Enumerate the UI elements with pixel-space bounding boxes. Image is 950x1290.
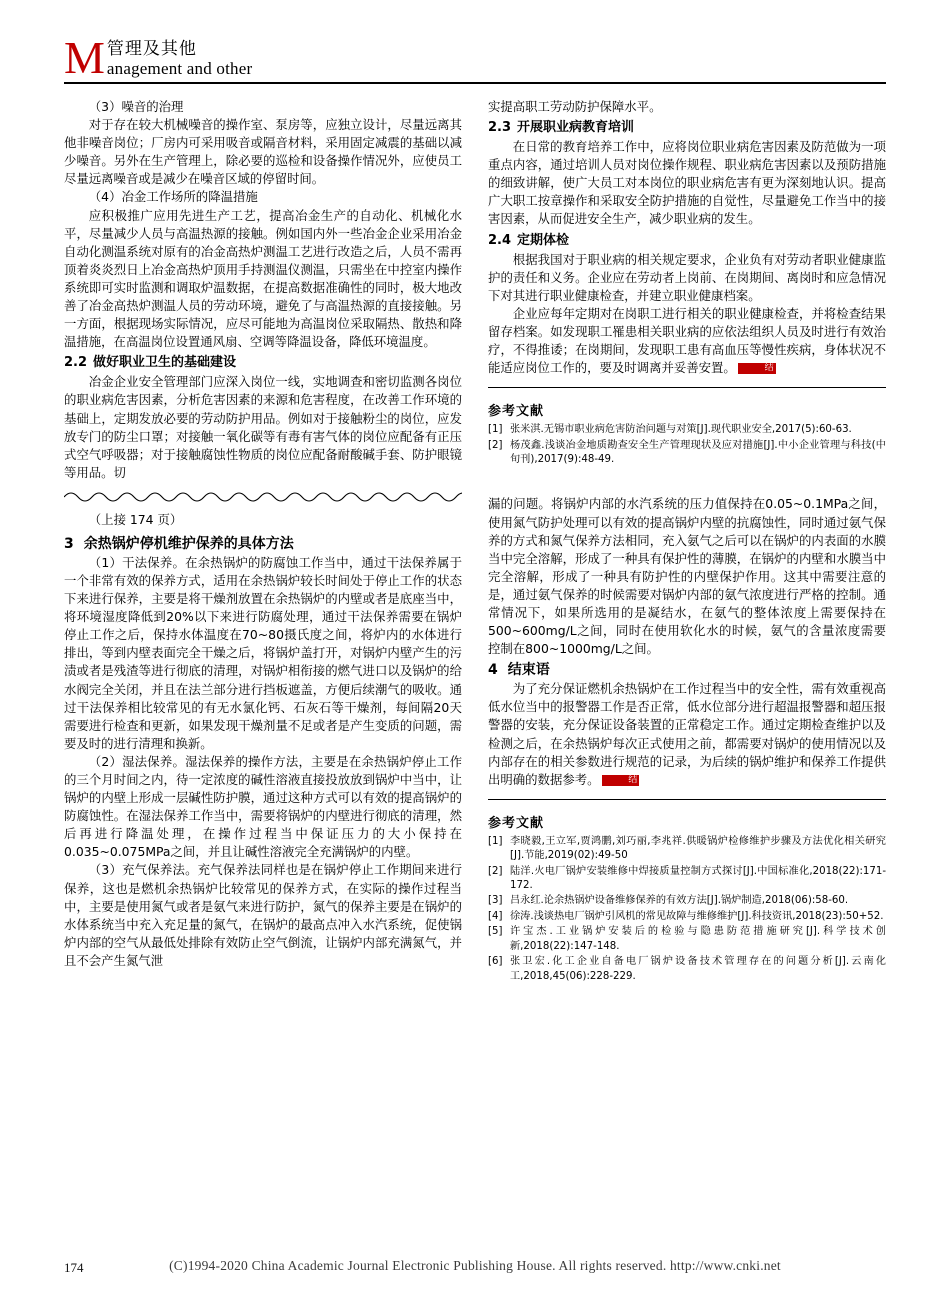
- reference-rule: [488, 799, 886, 800]
- paragraph: 冶金企业安全管理部门应深入岗位一线，实地调查和密切监测各岗位的职业病危害因素，分析危害因素的来源和危害程度，在改善工作环境的基础上，定期发放必要的劳动防护用品。例如对于接触粉尘的岗位，应发放专门的防尘口罩；对接触一氧化碳等有毒有害气体的岗位应配备有正压式空气呼吸器；对于接触腐蚀性物质的岗位应配备耐酸碱手套、防护眼镜等用品。切: [64, 374, 462, 480]
- reference-heading: 参考文献: [488, 404, 545, 420]
- paragraph: 根据我国对于职业病的相关规定要求，企业负有对劳动者职业健康监护的责任和义务。企业应在劳动者上岗前、在岗期间、离岗时和应急情况下对其进行职业健康检查，并建立职业健康档案。: [488, 251, 886, 303]
- reference-number: [2]: [488, 865, 503, 877]
- reference-text: 李晓毅,王立军,贾鸿鹏,刘巧丽,李兆祥.供暖锅炉检修维护步骤及方法优化相关研究[J].节能,2019(02):49-50: [510, 835, 886, 862]
- reference-number: [3]: [488, 895, 503, 907]
- paragraph: （3）噪音的治理: [88, 99, 184, 114]
- section-heading-3: [64, 534, 462, 554]
- header-title-cn: 管理及其他: [106, 39, 197, 59]
- reference-number: [6]: [488, 956, 503, 968]
- two-column-body: [64, 98, 886, 985]
- page-number: 174: [64, 1260, 84, 1275]
- reference-item: [488, 865, 886, 894]
- section-heading-2-4: [488, 231, 886, 251]
- header-title-en: anagement and other: [106, 59, 253, 78]
- section-title: 做好职业卫生的基础建设: [93, 355, 237, 371]
- reference-rule: [488, 387, 886, 388]
- section-number: 4: [488, 662, 498, 679]
- paragraph: [488, 680, 886, 789]
- paragraph: 漏的问题。将锅炉内部的水汽系统的压力值保持在0.05~0.1MPa之间，使用氮气防护处理可以有效的提高锅炉内壁的抗腐蚀性，同时通过氨气保养的方式和氮气保养方法相同，充入氨气之后可以在锅炉的内表面的水膜当中完全溶解，形成了一种具有保护性的薄膜，在锅炉的内壁和水膜当中完全溶解，形成了一种具有防护性的内壁保护作用。这其中需要注意的是，通过氨气保养的时候需要对锅炉内部的氨气浓度进行严格的控制。通常情况下，如果所选用的是凝结水，在氨气的整体浓度上需要保持在500~600mg/L之间，同时在使用软化水的时候，氨气的含量浓度需要控制在800~1000mg/L之间。: [488, 496, 886, 657]
- section-number: 2.2: [64, 355, 88, 371]
- continued-from-note: （上接 174 页）: [88, 511, 183, 527]
- section-title: 结束语: [507, 662, 550, 679]
- paragraph: （1）干法保养。在余热锅炉的防腐蚀工作当中，通过干法保养属于一个非常有效的保养方式，适用在余热锅炉较长时间处于停止工作的状态下来进行保养，主要是将干燥剂放置在余热锅炉的内壁或者是底座当中，将环境湿度降低到20%以下来进行防腐处理，通过干法保养需要在锅炉停止工作之后，保持水体温度在70~80摄氏度之间，将炉内的水体进行排出，等到内壁表面完全干燥之后，将锅炉盖打开，对锅炉内壁产生的污渍或者是残渣等进行彻底的清理，对锅炉相衔接的燃气进口以及锅炉的给水阀完全关闭，并且在法兰部分进行挡板遮盖，方便后续潮气的吸收。通过干法保养相比较常见的有无水氯化钙、石灰石等干燥剂，每间隔20天需要进行检查和更新，如果发现干燥剂量不足或者是产生变质的问题，需要及时的进行清理和换新。: [64, 554, 462, 751]
- reference-number: [1]: [488, 835, 503, 847]
- section-title: 开展职业病教育培训: [517, 120, 635, 136]
- reference-number: [5]: [488, 926, 503, 938]
- paragraph: （2）湿法保养。湿法保养的操作方法，主要是在余热锅炉停止工作的三个月时间之内，待一定浓度的碱性溶液直接投放放到锅炉中当中，让锅炉的内壁上形成一层碱性防护膜，通过这种方式可以有效的提高锅炉的防腐蚀性。在湿法保养工作当中，需要将锅炉的内壁进行彻底的清理，然后再进行降温处理，在操作过程当中保证压力的大小保持在0.035~0.075MPa之间，并且让碱性溶液完全充满锅炉的内壁。: [64, 753, 462, 860]
- copyright-footer: (C)1994-2020 China Academic Journal Electronic Publishing House. All rights reserved. http://www.cnki.net: [169, 1258, 781, 1273]
- reference-text: 许宝杰.工业锅炉安装后的检验与隐患防范措施研究[J].科学技术创新,2018(22):147-148.: [510, 926, 886, 952]
- paragraph: [488, 305, 886, 377]
- reference-number: [1]: [488, 424, 503, 436]
- section-title: 定期体检: [517, 232, 570, 248]
- paragraph: （3）充气保养法。充气保养法同样也是在锅炉停止工作期间来进行保养，这也是燃机余热锅炉比较常见的保养方式，在实际的操作过程当中，主要是使用氮气或者是氨气来进行防护，氮气的保养主要是在锅炉的水体系统当中充入充足量的氮气，在锅炉的最高点冲入水汽系统，促使锅炉内部的空气从最低处排除有效防止空气倒流，让锅炉内部充满氮气，并且不会产生氮气泄: [64, 862, 462, 968]
- reference-item: [488, 439, 886, 468]
- reference-item: [488, 955, 886, 984]
- section-heading-2-3: [488, 118, 886, 138]
- wavy-divider: [64, 488, 462, 506]
- paragraph: 对于存在较大机械噪音的操作室、泵房等，应独立设计，尽量远离其他非噪音岗位；厂房内可采用吸音或隔音材料，采用固定减震的基础以减少噪音。另外在生产管理上，除必要的巡检和设备操作情况外，应使员工尽量远离噪音或是减少在噪音区域的停留时间。: [64, 117, 462, 187]
- right-column: [488, 98, 886, 985]
- paragraph-text: 企业应每年定期对在岗职工进行相关的职业健康检查，并将检查结果留存档案。如发现职工罹患相关职业病的应依法组织人员及时进行有效治疗，不得推诿；在岗期间，发现职工患有高血压等慢性疾病，身体状况不能适应岗位工作的，要及时调离并妥善安置。: [488, 305, 886, 376]
- reference-item: [488, 910, 886, 924]
- reference-text: 吕永红.论余热锅炉设备维修保养的有效方法[J].锅炉制造,2018(06):58-60.: [510, 895, 849, 907]
- reference-heading: 参考文献: [488, 815, 545, 831]
- page-header: [64, 28, 886, 84]
- section-number: 3: [64, 535, 74, 552]
- reference-number: [2]: [488, 439, 503, 451]
- reference-text: 陆洋.火电厂锅炉安装维修中焊接质量控制方式探讨[J].中国标准化,2018(22):171-172.: [510, 865, 886, 892]
- header-initial: M: [64, 32, 105, 83]
- header-titles: [107, 39, 252, 78]
- paragraph: 在日常的教育培养工作中，应将岗位职业病危害因素及防范做为一项重点内容，通过培训人员对岗位操作规程、职业病危害因素以及预防措施的细致讲解，使广大员工对本岗位的职业病危害有更为深刻地认识。提高广大职工按章操作和采取安全防护措施的自觉性，尽量避免工作当中的接害因素，从而促进安全生产，减少职业病的发生。: [488, 139, 886, 227]
- left-column: [64, 98, 462, 985]
- end-of-article-mark: 结: [602, 775, 640, 786]
- reference-text: 徐涛.浅谈热电厂锅炉引风机的常见故障与维修维护[J].科技资讯,2018(23):50+52.: [510, 910, 884, 922]
- section-number: 2.4: [488, 232, 512, 248]
- reference-item: [488, 835, 886, 864]
- reference-text: 杨茂鑫.浅谈冶金地质勘查安全生产管理现状及应对措施[J].中小企业管理与科技(中旬刊),2017(9):48-49.: [510, 439, 886, 466]
- reference-item: [488, 423, 886, 437]
- paragraph-text: 为了充分保证燃机余热锅炉在工作过程当中的安全性，需有效重视高低水位当中的报警器工作是否正常，低水位部分进行超温报警器和超压报警器的安装，充分保证设备装置的正常稳定工作。通过定期检查维护以及检测之后，在余热锅炉每次正式使用之前，都需要对锅炉的使用情况以及内部存在的相关参数进行规范的记录，为后续的锅炉维护和保养工作提供出明确的数据参考。: [488, 681, 886, 787]
- reference-item: [488, 894, 886, 908]
- paragraph: 应积极推广应用先进生产工艺，提高冶金生产的自动化、机械化水平，尽量减少人员与高温热源的接触。例如国内外一些冶金企业采用冶金自动化测温系统对原有的冶金高热炉测温工艺进行改造之后，人员不需再顶着炎炎烈日上冶金高热炉顶用手持测温仪测温，只需坐在中控室内操作系统即可实时监测和调取炉温数据，在提高数据准确性的同时，极大地改善了冶金高热炉测温人员的劳动环境，避免了与高温热源的直接接触。另一方面，根据现场实际情况，应尽可能地为高温岗位采取隔热、散热和降温措施，在高温岗位设置通风扇、空调等降温设备，降低环境温度。: [64, 207, 462, 350]
- section-heading-2-2: [64, 353, 462, 373]
- reference-number: [4]: [488, 910, 503, 922]
- section-heading-4: [488, 660, 886, 680]
- paragraph: 实提高职工劳动防护保障水平。: [488, 99, 662, 114]
- paragraph: （4）冶金工作场所的降温措施: [88, 189, 258, 205]
- section-title: 余热锅炉停机维护保养的具体方法: [83, 535, 294, 552]
- end-of-article-mark: 结: [738, 363, 776, 374]
- reference-text: 张卫宏.化工企业自备电厂锅炉设备技术管理存在的问题分析[J].云南化工,2018,45(06):228-229.: [510, 956, 886, 982]
- reference-text: 张米淇.无锡市职业病危害防治问题与对策[J].现代职业安全,2017(5):60-63.: [510, 424, 852, 436]
- section-number: 2.3: [488, 120, 512, 136]
- reference-item: [488, 925, 886, 954]
